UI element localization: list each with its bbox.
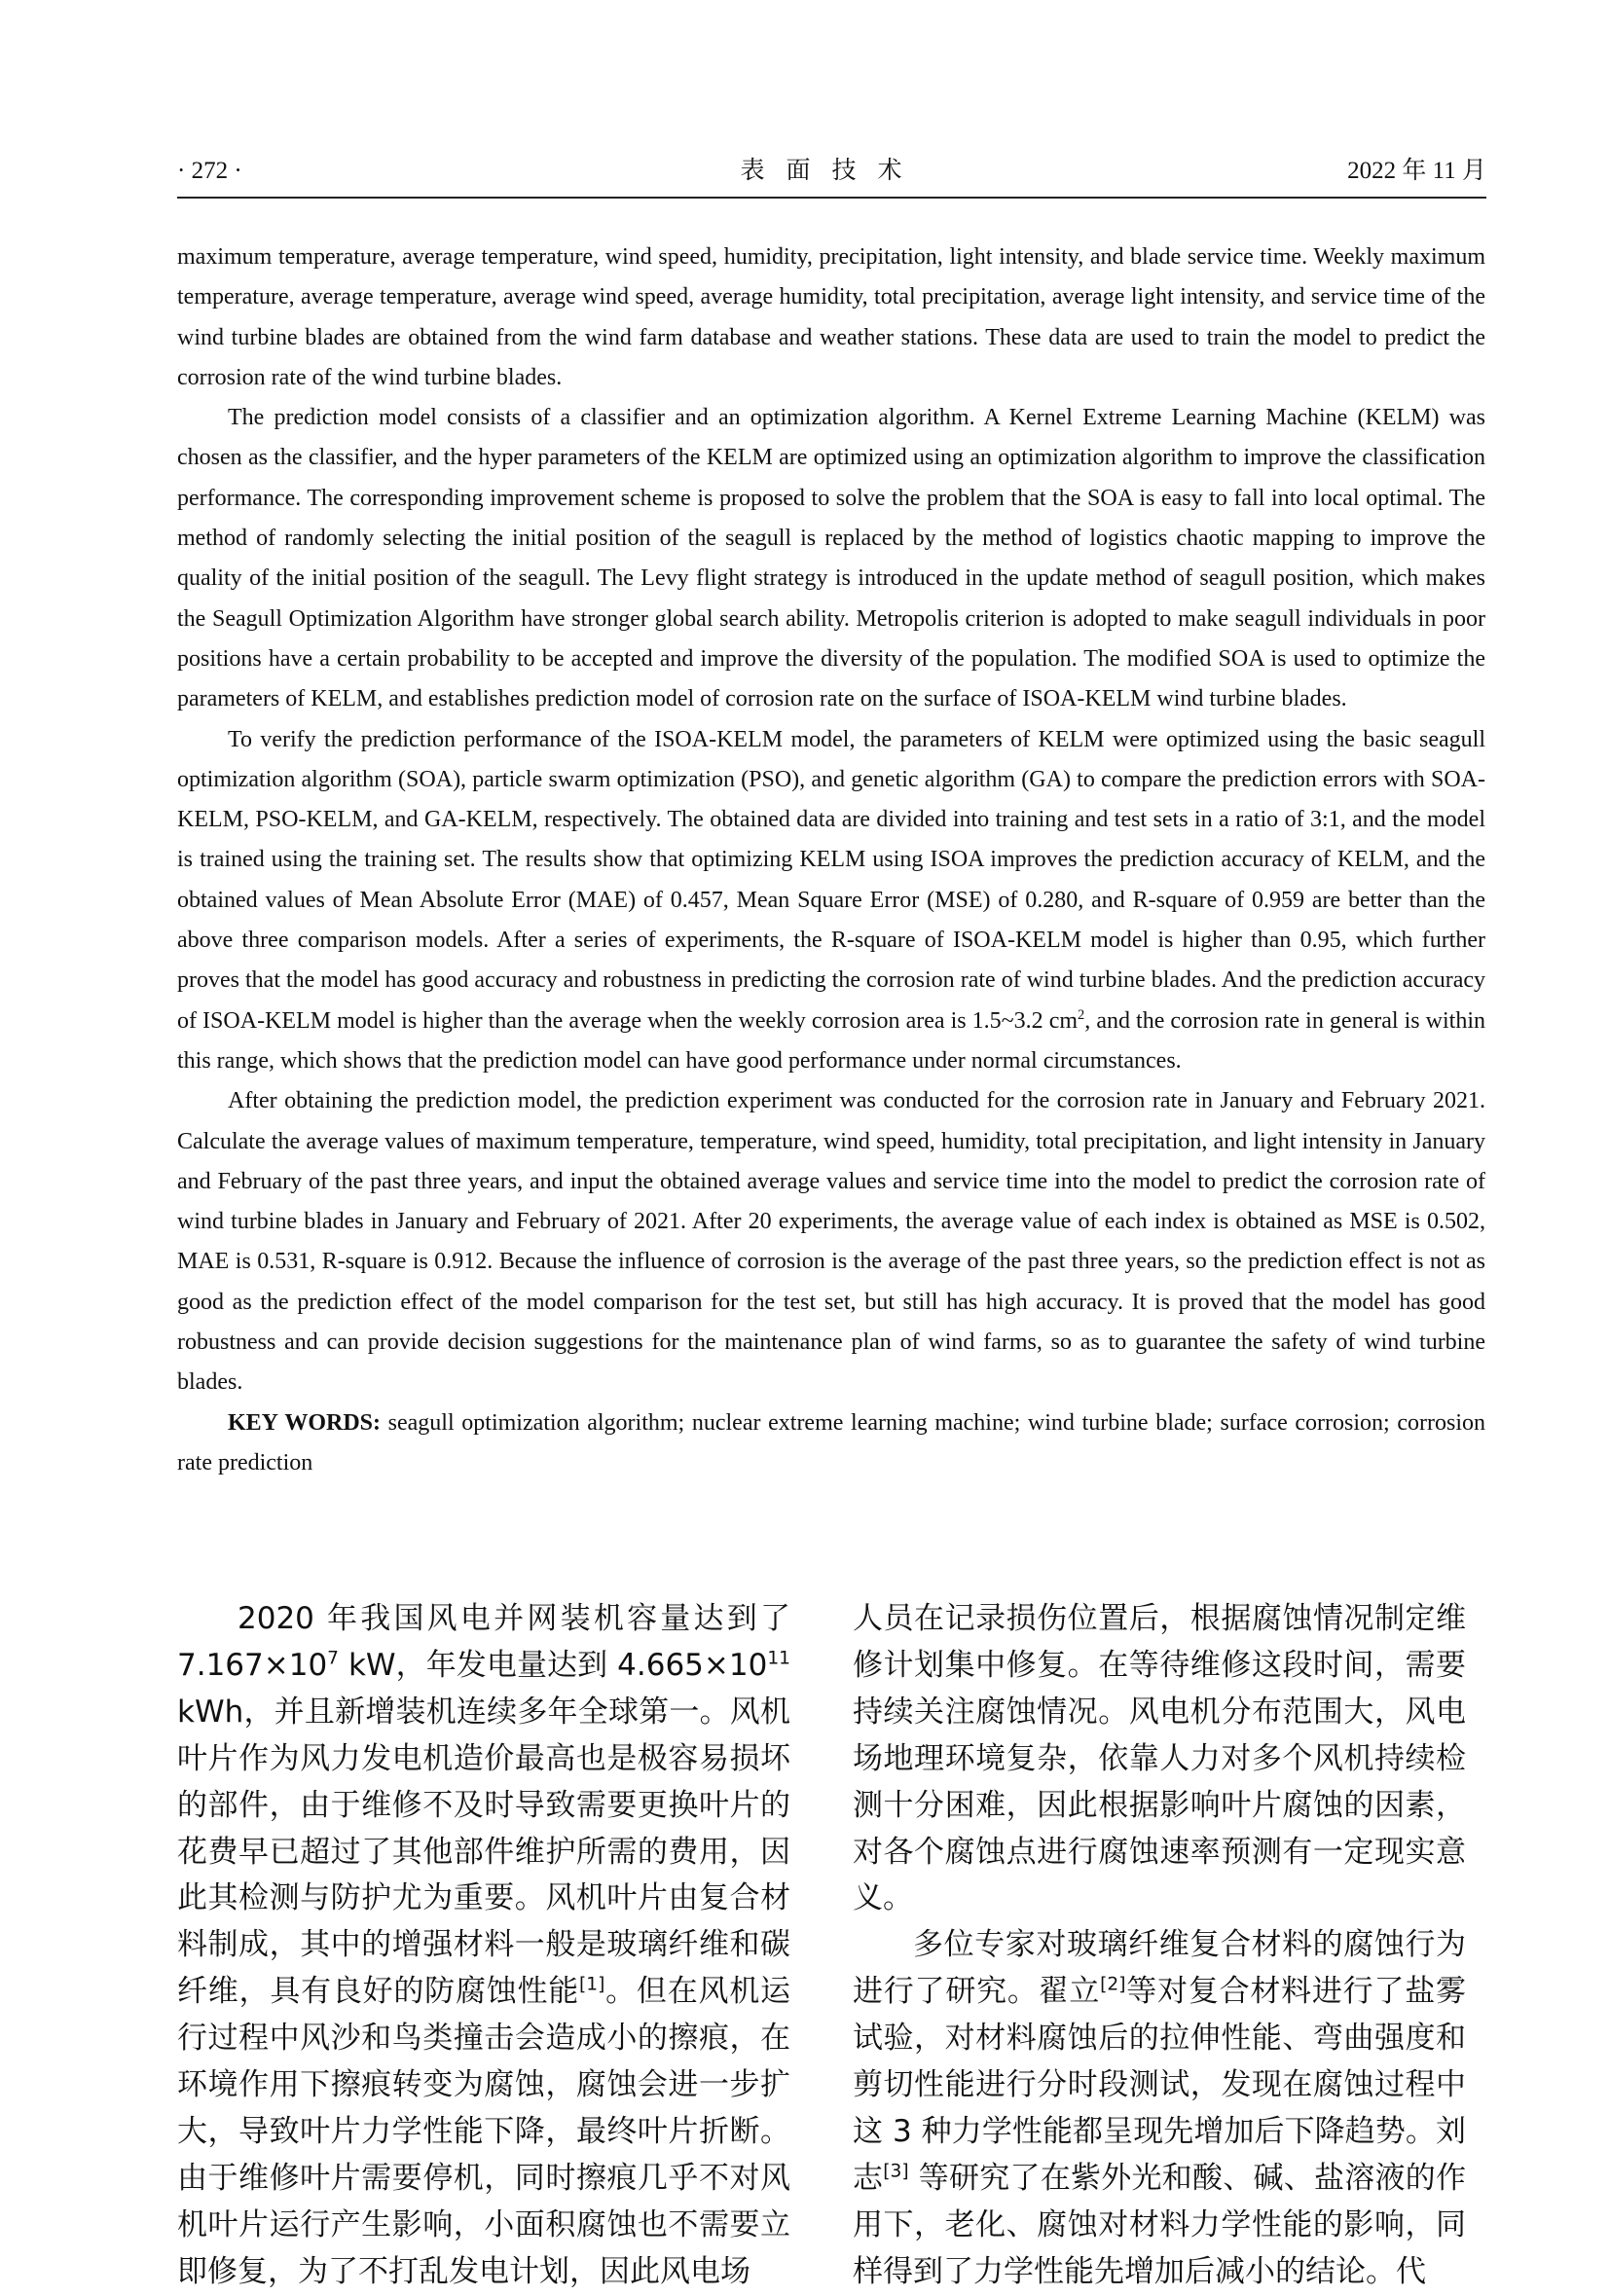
body-text: 。但在风机运行过程中风沙和鸟类撞击会造成小的擦痕，在环境作用下擦痕转变为腐蚀，腐蚀会进一步扩大，导致叶片力学性能下降，最终叶片折断。由于维修叶片需要停机，同时擦痕几乎不对风机叶片运行产生影响，小面积腐蚀也不需要立即修复，为了不打乱发电计划，因此风电场 xyxy=(177,1974,791,2289)
superscript: 2 xyxy=(1078,1006,1085,1023)
superscript: 11 xyxy=(767,1648,790,1669)
superscript: 7 xyxy=(327,1648,340,1669)
body-text: kWh，并且新增装机连续多年全球第一。风机叶片作为风力发电机造价最高也是极容易损坏的部件，由于维修不及时导致需要更换叶片的花费早已超过了其他部件维护所需的费用，因此其检测与防护尤为重要。风机叶片由复合材料制成，其中的增强材料一般是玻璃纤维和碳纤维，具有良好的防腐蚀性能 xyxy=(177,1694,790,2010)
citation-ref[interactable]: [3] xyxy=(883,2161,909,2182)
body-text: 等研究了在紫外光和酸、碱、盐溶液的作用下，老化、腐蚀对材料力学性能的影响，同样得到了力学性能先增加后减小的结论。代 xyxy=(853,2160,1467,2289)
keywords-label: KEY WORDS: xyxy=(228,1409,381,1436)
abstract-paragraph: After obtaining the prediction model, the prediction experiment was conducted for the corrosion rate in January and February 2021. Calculate the average values of maximum temperature, temperature, wind speed, humidity, total precipitation, and light intensity in January and February of the past three years, and input the obtained average values and service time into the model to predict the corrosion rate of wind turbine blades in January and February of 2021. After 20 experiments, the average value of each index is obtained as MSE is 0.502, MAE is 0.531, R-square is 0.912. Because the influence of corrosion is the average of the past three years, so the prediction effect is not as good as the prediction effect of the model comparison for the test set, but still has high accuracy. It is proved that the model has good robustness and can provide decision suggestions for the maintenance plan of wind farms, so as to guarantee the safety of wind turbine blades. xyxy=(177,1088,1485,1396)
abstract-paragraph: maximum temperature, average temperature, wind speed, humidity, precipitation, light intensity, and blade service time. Weekly maximum temperature, average temperature, average wind speed, average humidity, total precipitation, average light intensity, and service time of the wind turbine blades are obtained from the wind farm database and weather stations. These data are used to train the model to predict the corrosion rate of the wind turbine blades. xyxy=(177,244,1485,390)
body-column-right xyxy=(853,1596,1466,2296)
body-paragraph: 人员在记录损伤位置后，根据腐蚀情况制定维修计划集中修复。在等待维修这段时间，需要持续关注腐蚀情况。风电机分布范围大，风电场地理环境复杂，依靠人力对多个风机持续检测十分困难，因此根据影响叶片腐蚀的因素，对各个腐蚀点进行腐蚀速率预测有一定现实意义。 xyxy=(853,1601,1466,1916)
abstract-text: , and the corrosion rate in general is within this range, which shows that the prediction model can have good performance under normal circumstances. xyxy=(177,1007,1485,1074)
citation-ref[interactable]: [1] xyxy=(579,1974,605,1995)
abstract-text: To verify the prediction performance of the ISOA-KELM model, the parameters of KELM were optimized using the basic seagull optimization algorithm (SOA), particle swarm optimization (PSO), and genetic algorithm (GA) to compare the prediction errors with SOA-KELM, PSO-KELM, and GA-KELM, respectively. The obtained data are divided into training and test sets in a ratio of 3:1, and the model is trained using the training set. The results show that optimizing KELM using ISOA improves the prediction accuracy of KELM, and the obtained values of Mean Absolute Error (MAE) of 0.457, Mean Square Error (MSE) of 0.280, and R-square of 0.959 are better than the above three comparison models. After a series of experiments, the R-square of ISOA-KELM model is higher than 0.95, which further proves that the model has good accuracy and robustness in predicting the corrosion rate of wind turbine blades. And the prediction accuracy of ISOA-KELM model is higher than the average when the weekly corrosion area is 1.5~3.2 cm xyxy=(177,726,1485,1034)
body-paragraph xyxy=(853,1922,1466,2295)
abstract-paragraph: The prediction model consists of a classifier and an optimization algorithm. A Kernel Extreme Learning Machine (KELM) was chosen as the classifier, and the hyper parameters of the KELM are optimized using an optimization algorithm to improve the classification performance. The corresponding improvement scheme is proposed to solve the problem that the SOA is easy to fall into local optimal. The method of randomly selecting the initial position of the seagull is replaced by the method of logistics chaotic mapping to improve the quality of the initial position of the seagull. The Levy flight strategy is introduced in the update method of seagull position, which makes the Seagull Optimization Algorithm have stronger global search ability. Metropolis criterion is adopted to make seagull individuals in poor positions have a certain probability to be accepted and improve the diversity of the population. The modified SOA is used to optimize the parameters of KELM, and establishes prediction model of corrosion rate on the surface of ISOA-KELM wind turbine blades. xyxy=(177,405,1485,712)
keywords xyxy=(177,1403,1485,1484)
body-text: 2020 年我国风电并网装机容量达到了 7.167×10 xyxy=(177,1601,790,1683)
issue-date: 2022 年 11 月 xyxy=(1347,158,1486,184)
body-paragraph xyxy=(177,1596,790,2296)
english-abstract xyxy=(177,237,1485,1483)
body-text: kW，年发电量达到 4.665×10 xyxy=(339,1647,768,1683)
page-header xyxy=(177,154,1486,199)
body-text: 等对复合材料进行了盐雾试验，对材料腐蚀后的拉伸性能、弯曲强度和剪切性能进行分时段测试，发现在腐蚀过程中这 3 种力学性能都呈现先增加后下降趋势。刘志 xyxy=(853,1974,1466,2196)
journal-title: 表面技术 xyxy=(740,158,924,184)
body-column-left xyxy=(177,1596,790,2296)
body-text: 多位专家对玻璃纤维复合材料的腐蚀行为进行了研究。翟立 xyxy=(853,1927,1466,2010)
keywords-text: seagull optimization algorithm; nuclear extreme learning machine; wind turbine blade; surface corrosion; corrosion rate prediction xyxy=(177,1409,1486,1476)
citation-ref[interactable]: [2] xyxy=(1100,1974,1126,1995)
abstract-paragraph xyxy=(177,720,1485,1082)
page-number: · 272 · xyxy=(177,158,242,184)
